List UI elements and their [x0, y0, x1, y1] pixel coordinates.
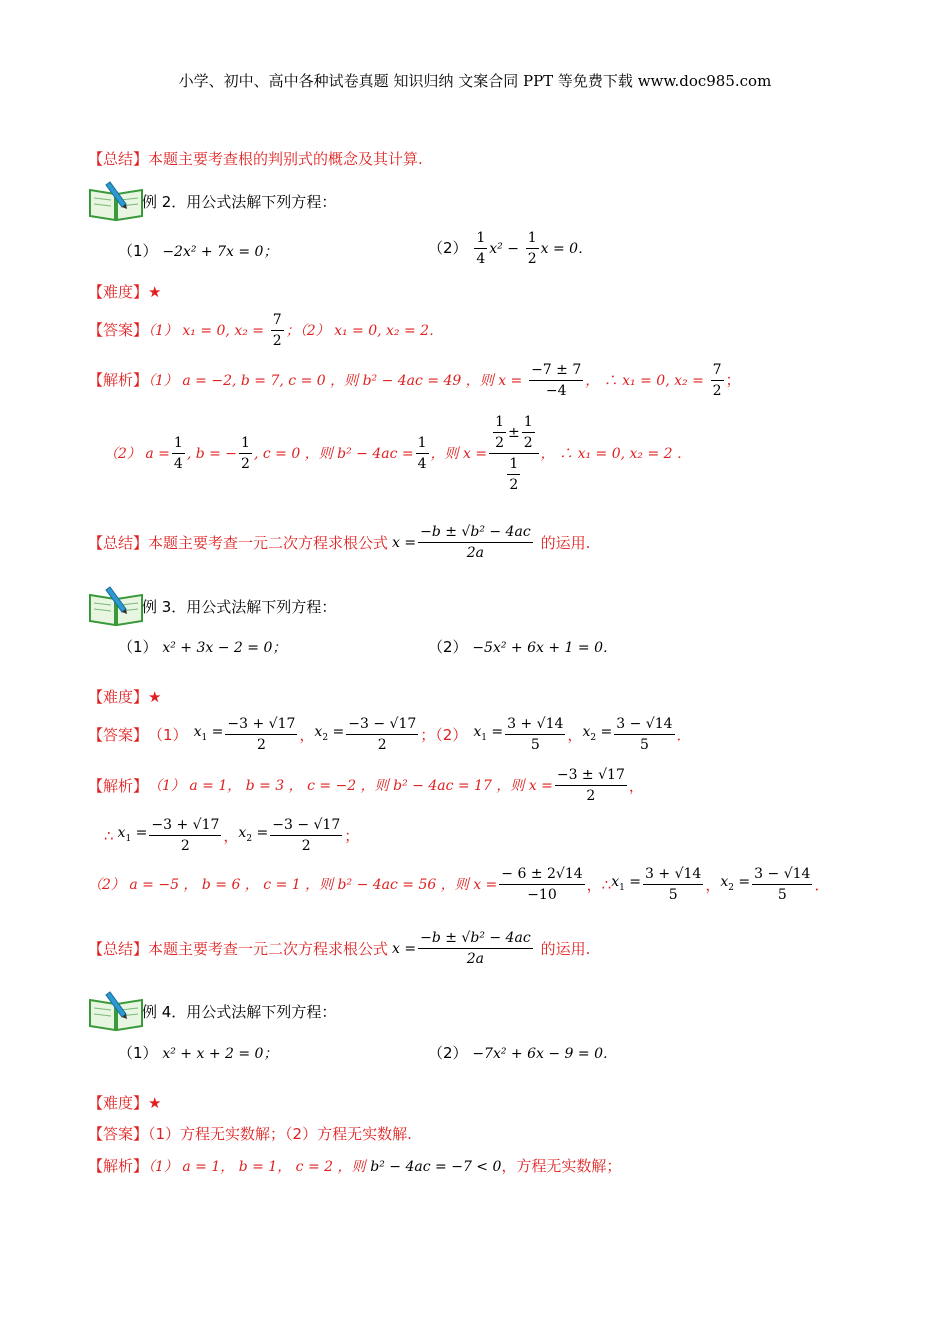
example-3-title: 例 3．用公式法解下列方程：	[142, 598, 337, 616]
ex3-eq2	[428, 636, 617, 659]
analysis-label: 【解析】	[88, 776, 149, 795]
answer-text: （1）	[148, 725, 188, 744]
answer-label: 【答案】	[88, 725, 149, 744]
fraction	[493, 412, 506, 453]
star-icon: ★	[148, 688, 162, 706]
ex2-analysis-2	[104, 412, 691, 495]
denominator: 5	[777, 887, 787, 903]
analysis-text: ，则 x =	[430, 445, 488, 462]
fraction	[416, 433, 429, 474]
ex2-analysis-1	[88, 360, 741, 401]
fraction	[529, 360, 583, 401]
denominator: 2	[523, 435, 533, 451]
equation: x² + x + 2 = 0；	[162, 1046, 278, 1062]
equation: −7x² + 6x − 9 = 0．	[472, 1046, 617, 1062]
summary-label: 【总结】	[88, 533, 149, 552]
denominator: 5	[668, 887, 678, 903]
analysis-text: （1） a = −2, b = 7, c = 0 ，则 b² − 4ac = 49 ，则 x =	[148, 373, 523, 389]
summary-end: 的运用.	[540, 533, 591, 552]
book-pencil-icon	[88, 583, 146, 627]
book-pencil-icon	[88, 178, 146, 222]
numerator: −3 − √17	[346, 714, 418, 735]
punctuation: ；	[725, 371, 741, 389]
numerator: 7	[271, 310, 284, 331]
part-label: （2）	[428, 239, 468, 257]
part-label: （2）	[428, 1044, 468, 1062]
analysis-text: （2） a =	[104, 445, 170, 462]
summary-label: 【总结】	[88, 939, 149, 958]
numerator: − 6 ± 2√14	[499, 864, 584, 885]
difficulty-label: 【难度】	[88, 1094, 149, 1112]
plus-minus: ±	[508, 424, 520, 441]
quadratic-formula	[418, 928, 533, 969]
fraction	[752, 864, 812, 905]
numerator: 1	[474, 228, 487, 249]
denominator: −4	[545, 383, 567, 399]
answer-text: ；（2） x₁ = 0, x₂ = 2．	[285, 323, 444, 339]
denominator: 2	[586, 788, 596, 804]
denominator: 2	[241, 456, 250, 472]
numerator: 3 − √14	[752, 864, 812, 885]
numerator: 1	[416, 433, 429, 454]
ex4-eq1	[118, 1042, 277, 1065]
denominator: 2	[377, 737, 387, 753]
summary-label: 【总结】	[88, 150, 149, 168]
fraction	[271, 310, 284, 351]
answer-label: 【答案】	[88, 321, 149, 339]
numerator: 7	[711, 360, 724, 381]
summary-end: 的运用.	[540, 939, 591, 958]
example-4-title: 例 4．用公式法解下列方程：	[142, 1003, 337, 1021]
compound-numerator	[489, 412, 539, 454]
numerator: −b ± √b² − 4ac	[418, 522, 533, 543]
analysis-text: （1） a = 1， b = 3 ， c = −2 ，则 b² − 4ac = 17 ，则 x =	[148, 777, 553, 794]
ex3-analysis-1: 【解析】 （1） a = 1， b = 3 ， c = −2 ，则 b² − 4ac = 17 ，则 x = $\frac{-3 \pm √17}{2}$ ，	[88, 767, 644, 804]
fraction	[522, 412, 535, 453]
denominator: 2	[180, 838, 190, 854]
fraction	[172, 433, 185, 474]
difficulty-label: 【难度】	[88, 283, 149, 301]
numerator: −3 − √17	[270, 815, 342, 836]
ex3-analysis-2: （2） a = −5 ， b = 6 ， c = 1 ，则 b² − 4ac = 56 ，则 x = $\frac{- 6 \pm 2√14}{-10}$ ， ∴ $x_1$ = $\frac{3 + √14}{5}$ ， $x_2$ = $\frac{3 - √14}{5}$ ．	[88, 866, 830, 903]
therefore-symbol: ∴	[601, 875, 612, 894]
denominator: 2	[509, 477, 519, 493]
ex4-analysis	[88, 1155, 621, 1178]
ex3-difficulty	[88, 686, 161, 708]
numerator: 1	[507, 454, 520, 475]
analysis-text: , c = 0 ，则 b² − 4ac =	[253, 445, 414, 462]
denominator: 4	[417, 456, 427, 472]
summary-text: 本题主要考查一元二次方程求根公式	[148, 939, 389, 958]
denominator: 2a	[466, 545, 485, 561]
denominator: 4	[173, 456, 183, 472]
numerator: −7 ± 7	[529, 360, 583, 381]
fraction	[346, 714, 418, 755]
part-label: （2）	[428, 638, 468, 656]
difficulty-label: 【难度】	[88, 688, 149, 706]
denominator: 2a	[466, 951, 485, 967]
part-label: （1）	[118, 638, 158, 656]
fraction	[149, 815, 221, 856]
ex3-summary: 【总结】 本题主要考查一元二次方程求根公式 x = $\frac{\text{−b ± √b² − 4ac}}{2a}$ 的运用.	[88, 930, 591, 967]
fraction	[643, 864, 703, 905]
equation: x² + 3x − 2 = 0；	[162, 640, 287, 656]
numerator: −3 + √17	[225, 714, 297, 735]
ex4-difficulty	[88, 1092, 161, 1114]
compound-denominator	[503, 454, 524, 495]
part-label: （1）	[118, 1044, 158, 1062]
page-header: 小学、初中、高中各种试卷真题 知识归纳 文案合同 PPT 等免费下载 www.doc985.com	[178, 72, 772, 90]
analysis-text: ，方程无实数解；	[501, 1157, 622, 1175]
numerator: 3 + √14	[643, 864, 703, 885]
term: x² −	[489, 241, 519, 257]
fraction	[555, 765, 627, 806]
book-pencil-icon	[88, 988, 146, 1032]
numerator: −b ± √b² − 4ac	[418, 928, 533, 949]
star-icon: ★	[148, 1094, 162, 1112]
answer-text: （1） x₁ = 0, x₂ =	[148, 323, 265, 339]
fraction	[507, 454, 520, 495]
numerator: −3 + √17	[149, 815, 221, 836]
fraction	[225, 714, 297, 755]
numerator: 1	[522, 412, 535, 433]
numerator: 1	[493, 412, 506, 433]
ex2-answer	[88, 310, 443, 351]
denominator: 5	[530, 737, 540, 753]
ex2-difficulty	[88, 281, 161, 303]
denominator: 2	[256, 737, 266, 753]
fraction	[239, 433, 252, 474]
denominator: 5	[639, 737, 649, 753]
fraction	[499, 864, 584, 905]
analysis-text: ， ∴ x₁ = 0, x₂ =	[585, 373, 704, 389]
ex2-eq2	[428, 228, 592, 269]
denominator: 2	[527, 251, 537, 267]
analysis-text: （1） a = 1， b = 1， c = 2 ，则	[148, 1159, 366, 1175]
analysis-label: 【解析】	[88, 371, 149, 389]
summary-line-1	[88, 148, 423, 170]
numerator: 1	[526, 228, 539, 249]
analysis-text: （2） a = −5 ， b = 6 ， c = 1 ，则 b² − 4ac = 56 ，则 x =	[88, 876, 498, 893]
ex2-eq1	[118, 240, 277, 263]
summary-text: 本题主要考查一元二次方程求根公式	[148, 533, 389, 552]
numerator: 3 + √14	[505, 714, 565, 735]
part-label: （1）	[118, 242, 158, 260]
numerator: 3 − √14	[614, 714, 674, 735]
answer-text: （1）方程无实数解；（2）方程无实数解.	[148, 1125, 412, 1143]
denominator: 2	[495, 435, 505, 451]
denominator: 4	[476, 251, 486, 267]
ex2-summary: 【总结】 本题主要考查一元二次方程求根公式 x = $\frac{\text{−b ± √b² − 4ac}}{2a}$ 的运用.	[88, 524, 591, 561]
ex4-answer	[88, 1123, 412, 1145]
equation: −2x² + 7x = 0；	[162, 244, 278, 260]
compound-fraction	[489, 412, 539, 495]
ex4-eq2	[428, 1042, 617, 1065]
fraction	[614, 714, 674, 755]
quadratic-formula	[418, 522, 533, 563]
term: x = 0．	[540, 241, 593, 257]
equation: −5x² + 6x + 1 = 0．	[472, 640, 617, 656]
fraction	[505, 714, 565, 755]
analysis-text: ， ∴ x₁ = 0, x₂ = 2 ．	[540, 445, 692, 462]
analysis-text: , b = −	[186, 445, 238, 462]
analysis-label: 【解析】	[88, 1157, 149, 1175]
fraction	[526, 228, 539, 269]
ex3-answer: 【答案】 （1） $x_1$ = $\frac{-3 + √17}{2}$ ， $x_2$ = $\frac{-3 - √17}{2}$ ；（2） $x_1$ = $\frac{3 + √14}{5}$ ， $x_2$ = $\frac{3 - √14}{5}$ ．	[88, 716, 692, 753]
denominator: 2	[272, 333, 282, 349]
denominator: 2	[712, 383, 722, 399]
fraction	[711, 360, 724, 401]
ex3-eq1	[118, 636, 286, 659]
therefore-symbol: ∴	[104, 826, 114, 845]
denominator: −10	[527, 887, 557, 903]
numerator: 1	[172, 433, 185, 454]
fraction	[474, 228, 487, 269]
summary-text: 本题主要考查根的判别式的概念及其计算.	[148, 150, 423, 168]
answer-label: 【答案】	[88, 1125, 149, 1143]
fraction	[270, 815, 342, 856]
star-icon: ★	[148, 283, 162, 301]
numerator: 1	[239, 433, 252, 454]
denominator: 2	[301, 838, 311, 854]
discriminant: b² − 4ac = −7 < 0	[370, 1159, 502, 1175]
answer-text: ；（2）	[420, 725, 468, 744]
ex3-roots-1: ∴ $x_1$ = $\frac{-3 + √17}{2}$ ， $x_2$ = $\frac{-3 - √17}{2}$ ；	[104, 817, 360, 854]
numerator: −3 ± √17	[555, 765, 627, 786]
example-2-title: 例 2．用公式法解下列方程：	[142, 193, 337, 211]
